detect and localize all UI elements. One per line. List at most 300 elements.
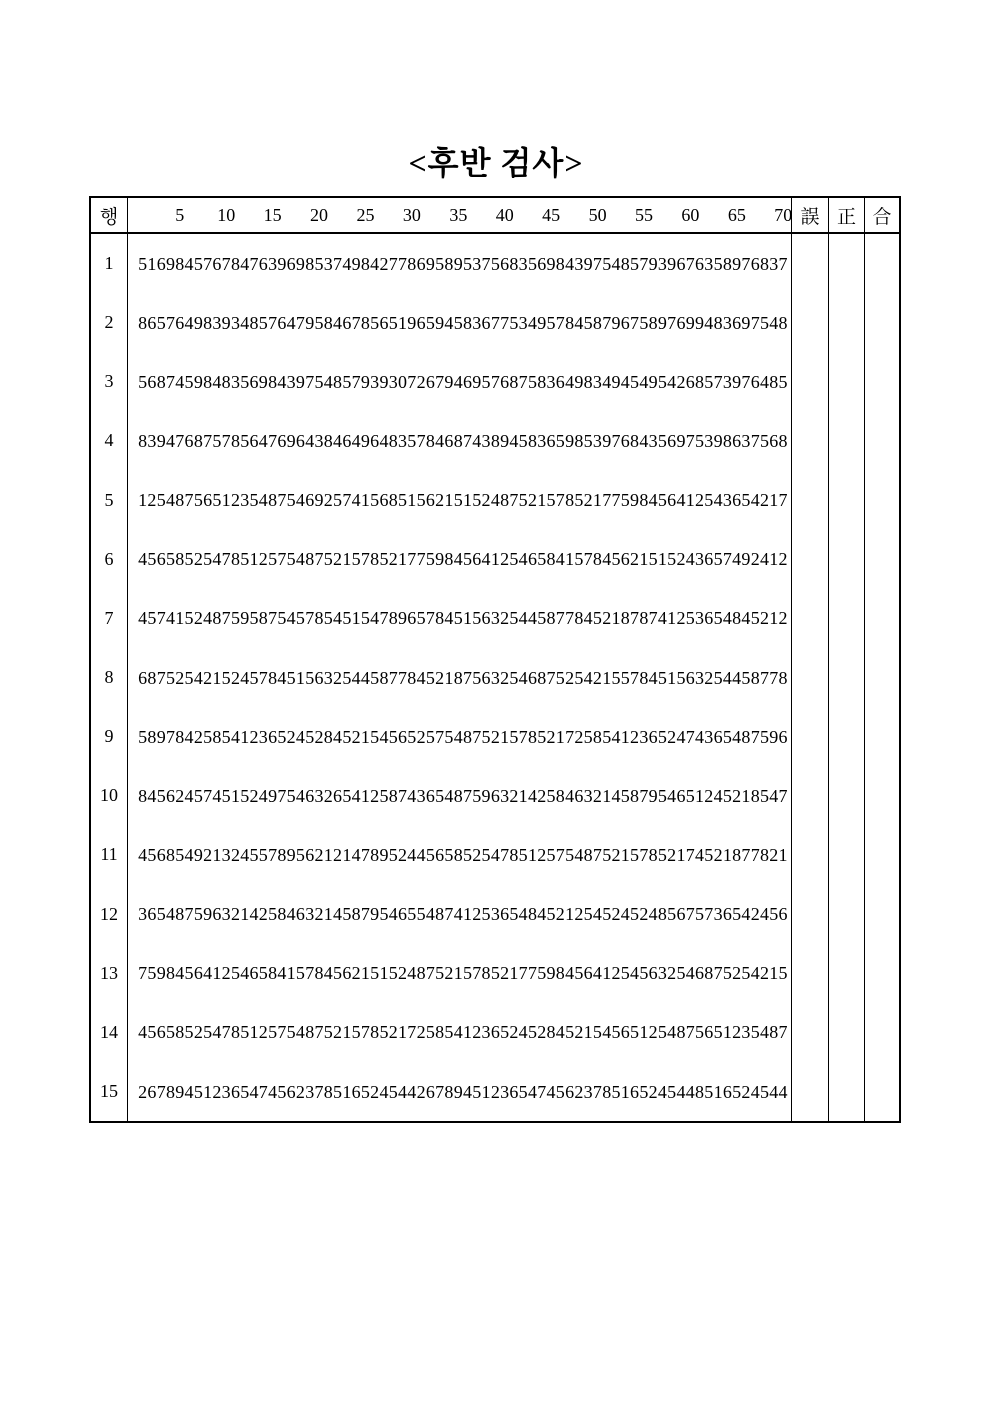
digit: 9 bbox=[500, 430, 510, 451]
digit: 1 bbox=[398, 312, 408, 333]
digit: 9 bbox=[156, 963, 166, 984]
digit: 5 bbox=[500, 1022, 510, 1043]
digit: 6 bbox=[462, 371, 472, 392]
digit: 4 bbox=[407, 785, 417, 806]
digit: 4 bbox=[620, 904, 630, 925]
digit: 2 bbox=[258, 549, 268, 570]
position-header-group bbox=[741, 204, 793, 226]
digit: 5 bbox=[583, 430, 593, 451]
digit-grid bbox=[128, 373, 791, 391]
digit: 5 bbox=[453, 608, 463, 629]
digit: 2 bbox=[592, 667, 602, 688]
digit: 9 bbox=[630, 490, 640, 511]
digit: 4 bbox=[713, 785, 723, 806]
digit: 4 bbox=[583, 667, 593, 688]
digit: 9 bbox=[444, 371, 454, 392]
digit: 5 bbox=[722, 785, 732, 806]
digit: 4 bbox=[212, 785, 222, 806]
digit: 5 bbox=[277, 726, 287, 747]
digit: 8 bbox=[138, 785, 148, 806]
digit: 7 bbox=[221, 430, 231, 451]
digit: 5 bbox=[713, 1022, 723, 1043]
digit: 7 bbox=[527, 963, 537, 984]
digit: 8 bbox=[583, 844, 593, 865]
digit: 2 bbox=[472, 844, 482, 865]
digit: 5 bbox=[286, 1022, 296, 1043]
digit: 3 bbox=[314, 430, 324, 451]
digit: 5 bbox=[416, 490, 426, 511]
digit: 5 bbox=[138, 726, 148, 747]
digit: 8 bbox=[565, 490, 575, 511]
row-number: 6 bbox=[104, 548, 114, 569]
digit: 1 bbox=[342, 549, 352, 570]
digit: 5 bbox=[602, 726, 612, 747]
digit: 3 bbox=[147, 430, 157, 451]
position-header-group bbox=[370, 204, 421, 226]
digit: 6 bbox=[249, 371, 259, 392]
digit: 8 bbox=[527, 726, 537, 747]
digit: 1 bbox=[351, 608, 361, 629]
digit: 8 bbox=[592, 549, 602, 570]
digit: 2 bbox=[667, 963, 677, 984]
digit: 2 bbox=[750, 904, 760, 925]
digit: 8 bbox=[435, 1022, 445, 1043]
digit: 4 bbox=[667, 1022, 677, 1043]
digit: 5 bbox=[444, 844, 454, 865]
digit: 5 bbox=[565, 1022, 575, 1043]
digit: 7 bbox=[713, 371, 723, 392]
digit: 4 bbox=[667, 785, 677, 806]
digit: 5 bbox=[370, 490, 380, 511]
digit: 7 bbox=[500, 312, 510, 333]
digit: 2 bbox=[435, 667, 445, 688]
digit: 6 bbox=[175, 312, 185, 333]
digit: 4 bbox=[667, 371, 677, 392]
digit: 9 bbox=[713, 430, 723, 451]
digit: 5 bbox=[147, 963, 157, 984]
digit: 9 bbox=[546, 963, 556, 984]
digit: 4 bbox=[648, 904, 658, 925]
digit: 2 bbox=[500, 963, 510, 984]
digit-sequence-row bbox=[128, 707, 791, 766]
digit: 4 bbox=[184, 312, 194, 333]
digit: 5 bbox=[286, 785, 296, 806]
digit: 5 bbox=[268, 549, 278, 570]
digit: 8 bbox=[203, 371, 213, 392]
digit: 1 bbox=[583, 1022, 593, 1043]
digit: 2 bbox=[193, 726, 203, 747]
digit: 8 bbox=[759, 844, 769, 865]
digit: 3 bbox=[230, 371, 240, 392]
digit: 5 bbox=[388, 963, 398, 984]
digit: 7 bbox=[555, 312, 565, 333]
digit: 4 bbox=[295, 1022, 305, 1043]
digit: 2 bbox=[574, 1081, 584, 1102]
digit: 9 bbox=[685, 312, 695, 333]
digit: 3 bbox=[221, 904, 231, 925]
digit: 5 bbox=[472, 608, 482, 629]
digit: 4 bbox=[165, 608, 175, 629]
digit: 9 bbox=[379, 844, 389, 865]
digit: 4 bbox=[138, 1022, 148, 1043]
digit: 5 bbox=[574, 963, 584, 984]
correct-column-body bbox=[829, 234, 864, 1121]
digit: 8 bbox=[630, 430, 640, 451]
digit: 5 bbox=[546, 785, 556, 806]
digit: 5 bbox=[323, 1022, 333, 1043]
digit: 8 bbox=[212, 726, 222, 747]
digit: 6 bbox=[509, 1081, 519, 1102]
digit: 7 bbox=[175, 430, 185, 451]
digit: 4 bbox=[360, 667, 370, 688]
digit: 2 bbox=[230, 667, 240, 688]
digit: 5 bbox=[583, 312, 593, 333]
digit: 7 bbox=[537, 1081, 547, 1102]
digit: 4 bbox=[722, 608, 732, 629]
digit-grid bbox=[128, 787, 791, 805]
digit: 5 bbox=[657, 726, 667, 747]
digit: 2 bbox=[713, 844, 723, 865]
digit: 9 bbox=[156, 726, 166, 747]
digit: 1 bbox=[639, 549, 649, 570]
digit: 8 bbox=[193, 430, 203, 451]
digit: 5 bbox=[713, 253, 723, 274]
digit: 4 bbox=[268, 1081, 278, 1102]
digit: 1 bbox=[769, 490, 779, 511]
digit: 1 bbox=[509, 963, 519, 984]
digit: 7 bbox=[518, 963, 528, 984]
digit: 7 bbox=[314, 549, 324, 570]
digit: 4 bbox=[555, 1022, 565, 1043]
digit: 7 bbox=[305, 371, 315, 392]
digit: 7 bbox=[333, 253, 343, 274]
row-number: 3 bbox=[104, 371, 114, 392]
digit: 4 bbox=[527, 785, 537, 806]
digit: 8 bbox=[258, 608, 268, 629]
digit: 8 bbox=[769, 1022, 779, 1043]
digit: 7 bbox=[472, 726, 482, 747]
digit: 6 bbox=[277, 312, 287, 333]
digit: 9 bbox=[769, 726, 779, 747]
digit: 5 bbox=[388, 726, 398, 747]
digit: 3 bbox=[490, 667, 500, 688]
digit: 5 bbox=[240, 1022, 250, 1043]
position-header-group bbox=[649, 204, 700, 226]
digit: 4 bbox=[416, 667, 426, 688]
digit: 5 bbox=[249, 490, 259, 511]
digit: 5 bbox=[509, 667, 519, 688]
digit: 3 bbox=[704, 726, 714, 747]
digit: 7 bbox=[314, 1081, 324, 1102]
digit: 1 bbox=[342, 1081, 352, 1102]
digit: 4 bbox=[351, 667, 361, 688]
digit: 5 bbox=[388, 844, 398, 865]
digit: 8 bbox=[509, 844, 519, 865]
digit: 4 bbox=[518, 904, 528, 925]
digit: 1 bbox=[286, 963, 296, 984]
digit: 6 bbox=[147, 904, 157, 925]
digit: 2 bbox=[732, 785, 742, 806]
digit: 3 bbox=[138, 904, 148, 925]
digit: 8 bbox=[453, 785, 463, 806]
digit: 4 bbox=[165, 490, 175, 511]
digit: 7 bbox=[156, 608, 166, 629]
digit: 6 bbox=[230, 1081, 240, 1102]
digit-sequence-row bbox=[128, 589, 791, 648]
digit: 4 bbox=[184, 844, 194, 865]
digit: 6 bbox=[527, 667, 537, 688]
digit: 7 bbox=[685, 253, 695, 274]
digit: 2 bbox=[193, 608, 203, 629]
digit: 4 bbox=[639, 371, 649, 392]
digit: 7 bbox=[398, 253, 408, 274]
digit: 8 bbox=[360, 312, 370, 333]
digit: 5 bbox=[472, 1081, 482, 1102]
digit: 3 bbox=[741, 430, 751, 451]
digit: 6 bbox=[138, 667, 148, 688]
position-header-number: 35 bbox=[449, 204, 468, 225]
digit: 7 bbox=[546, 667, 556, 688]
digit: 4 bbox=[565, 785, 575, 806]
digit: 7 bbox=[407, 549, 417, 570]
digit: 3 bbox=[704, 430, 714, 451]
digit: 5 bbox=[221, 785, 231, 806]
digit: 4 bbox=[175, 371, 185, 392]
digit: 3 bbox=[305, 1081, 315, 1102]
digit: 6 bbox=[398, 726, 408, 747]
digit: 7 bbox=[462, 785, 472, 806]
row-number-column bbox=[91, 198, 127, 1121]
digit: 8 bbox=[230, 430, 240, 451]
digit: 7 bbox=[360, 549, 370, 570]
digit: 6 bbox=[333, 785, 343, 806]
digit: 7 bbox=[490, 312, 500, 333]
digit: 2 bbox=[500, 608, 510, 629]
digit: 3 bbox=[722, 490, 732, 511]
digit: 5 bbox=[370, 312, 380, 333]
digit: 6 bbox=[147, 1081, 157, 1102]
digit: 8 bbox=[147, 667, 157, 688]
digit: 4 bbox=[184, 726, 194, 747]
digit: 5 bbox=[481, 726, 491, 747]
digit: 3 bbox=[713, 904, 723, 925]
digit: 4 bbox=[277, 963, 287, 984]
digit: 4 bbox=[611, 253, 621, 274]
digit: 9 bbox=[574, 371, 584, 392]
digit: 4 bbox=[769, 785, 779, 806]
digit: 5 bbox=[527, 371, 537, 392]
digit: 5 bbox=[583, 904, 593, 925]
digit: 5 bbox=[156, 312, 166, 333]
digit: 7 bbox=[305, 608, 315, 629]
digit: 3 bbox=[657, 963, 667, 984]
digit: 7 bbox=[360, 844, 370, 865]
digit: 2 bbox=[565, 667, 575, 688]
digit: 4 bbox=[286, 608, 296, 629]
digit: 7 bbox=[203, 430, 213, 451]
digit: 7 bbox=[398, 667, 408, 688]
digit: 6 bbox=[676, 904, 686, 925]
digit: 2 bbox=[509, 785, 519, 806]
digit: 6 bbox=[147, 371, 157, 392]
total-column bbox=[864, 198, 899, 1121]
digit: 5 bbox=[759, 785, 769, 806]
digit: 6 bbox=[500, 904, 510, 925]
digit: 4 bbox=[333, 312, 343, 333]
digit: 4 bbox=[555, 549, 565, 570]
digit: 5 bbox=[305, 667, 315, 688]
digit: 9 bbox=[314, 490, 324, 511]
position-header-group bbox=[324, 204, 375, 226]
digit-rows-body bbox=[128, 234, 791, 1121]
digit: 2 bbox=[750, 549, 760, 570]
digit: 8 bbox=[323, 726, 333, 747]
digit: 8 bbox=[620, 608, 630, 629]
digit: 4 bbox=[444, 785, 454, 806]
digit: 1 bbox=[249, 1022, 259, 1043]
digit: 5 bbox=[193, 1081, 203, 1102]
digit: 4 bbox=[286, 904, 296, 925]
digit: 9 bbox=[407, 312, 417, 333]
digit: 4 bbox=[388, 904, 398, 925]
digit: 5 bbox=[527, 1022, 537, 1043]
digit: 7 bbox=[462, 430, 472, 451]
digit: 5 bbox=[574, 490, 584, 511]
digit-sequence-row bbox=[128, 825, 791, 884]
digit: 2 bbox=[509, 1022, 519, 1043]
digit: 8 bbox=[722, 430, 732, 451]
digit: 5 bbox=[370, 963, 380, 984]
digit: 1 bbox=[769, 963, 779, 984]
digit: 6 bbox=[676, 785, 686, 806]
digit: 8 bbox=[212, 608, 222, 629]
digit: 1 bbox=[147, 253, 157, 274]
digit: 5 bbox=[759, 726, 769, 747]
digit: 5 bbox=[750, 608, 760, 629]
digit: 4 bbox=[759, 371, 769, 392]
digit: 2 bbox=[472, 1022, 482, 1043]
digit: 6 bbox=[555, 371, 565, 392]
digit: 5 bbox=[193, 904, 203, 925]
digit: 4 bbox=[425, 904, 435, 925]
digit: 5 bbox=[518, 1081, 528, 1102]
digit: 5 bbox=[425, 726, 435, 747]
position-header-number: 55 bbox=[635, 204, 653, 225]
digit: 7 bbox=[379, 608, 389, 629]
digit: 6 bbox=[527, 549, 537, 570]
digit: 3 bbox=[537, 430, 547, 451]
digit: 4 bbox=[184, 253, 194, 274]
digit: 9 bbox=[156, 430, 166, 451]
digit: 5 bbox=[667, 1081, 677, 1102]
digit: 2 bbox=[537, 844, 547, 865]
digit: 9 bbox=[193, 312, 203, 333]
digit: 4 bbox=[240, 667, 250, 688]
digit: 5 bbox=[574, 549, 584, 570]
digit: 8 bbox=[574, 430, 584, 451]
digit: 4 bbox=[203, 608, 213, 629]
digit: 5 bbox=[620, 785, 630, 806]
digit: 8 bbox=[230, 253, 240, 274]
digit: 8 bbox=[388, 490, 398, 511]
digit: 2 bbox=[193, 549, 203, 570]
digit: 8 bbox=[648, 844, 658, 865]
digit: 5 bbox=[602, 253, 612, 274]
digit: 9 bbox=[583, 253, 593, 274]
digit: 7 bbox=[639, 253, 649, 274]
digit: 2 bbox=[704, 667, 714, 688]
digit: 1 bbox=[620, 844, 630, 865]
digit: 8 bbox=[305, 549, 315, 570]
row-number: 12 bbox=[100, 903, 118, 924]
digit: 3 bbox=[704, 253, 714, 274]
digit: 7 bbox=[407, 1022, 417, 1043]
digit: 2 bbox=[537, 1022, 547, 1043]
digit: 9 bbox=[695, 312, 705, 333]
digit: 5 bbox=[258, 963, 268, 984]
digit: 6 bbox=[648, 726, 658, 747]
digit: 4 bbox=[592, 963, 602, 984]
digit: 1 bbox=[639, 1022, 649, 1043]
digit: 7 bbox=[778, 1022, 788, 1043]
digit: 7 bbox=[351, 371, 361, 392]
digit: 3 bbox=[490, 904, 500, 925]
position-header-number: 25 bbox=[356, 204, 375, 225]
digit: 6 bbox=[778, 726, 788, 747]
digit: 5 bbox=[138, 371, 148, 392]
digit: 1 bbox=[453, 963, 463, 984]
digit: 8 bbox=[527, 904, 537, 925]
digit: 9 bbox=[676, 430, 686, 451]
digit: 3 bbox=[314, 785, 324, 806]
digit: 4 bbox=[490, 490, 500, 511]
digit: 6 bbox=[156, 844, 166, 865]
digit: 2 bbox=[639, 904, 649, 925]
digit: 1 bbox=[611, 608, 621, 629]
digit: 6 bbox=[379, 312, 389, 333]
digit: 5 bbox=[518, 490, 528, 511]
digit: 2 bbox=[537, 785, 547, 806]
digit: 5 bbox=[295, 608, 305, 629]
digit: 1 bbox=[212, 844, 222, 865]
digit: 5 bbox=[509, 312, 519, 333]
digit: 3 bbox=[472, 253, 482, 274]
digit: 6 bbox=[620, 549, 630, 570]
digit: 5 bbox=[258, 844, 268, 865]
digit: 8 bbox=[305, 1022, 315, 1043]
digit: 8 bbox=[592, 726, 602, 747]
digit: 1 bbox=[565, 549, 575, 570]
digit: 3 bbox=[323, 667, 333, 688]
digit: 3 bbox=[583, 785, 593, 806]
digit: 5 bbox=[611, 1081, 621, 1102]
digit: 8 bbox=[639, 608, 649, 629]
digit: 5 bbox=[351, 549, 361, 570]
digit-sequence-row bbox=[128, 530, 791, 589]
digit: 5 bbox=[444, 1022, 454, 1043]
row-number: 10 bbox=[100, 785, 118, 806]
digit: 7 bbox=[555, 844, 565, 865]
digit: 5 bbox=[212, 490, 222, 511]
digit: 6 bbox=[305, 785, 315, 806]
digit: 7 bbox=[778, 253, 788, 274]
digit: 8 bbox=[230, 549, 240, 570]
digit: 9 bbox=[648, 253, 658, 274]
digit: 5 bbox=[138, 253, 148, 274]
digit: 5 bbox=[184, 667, 194, 688]
position-header-number: 50 bbox=[588, 204, 607, 225]
digit: 7 bbox=[713, 963, 723, 984]
